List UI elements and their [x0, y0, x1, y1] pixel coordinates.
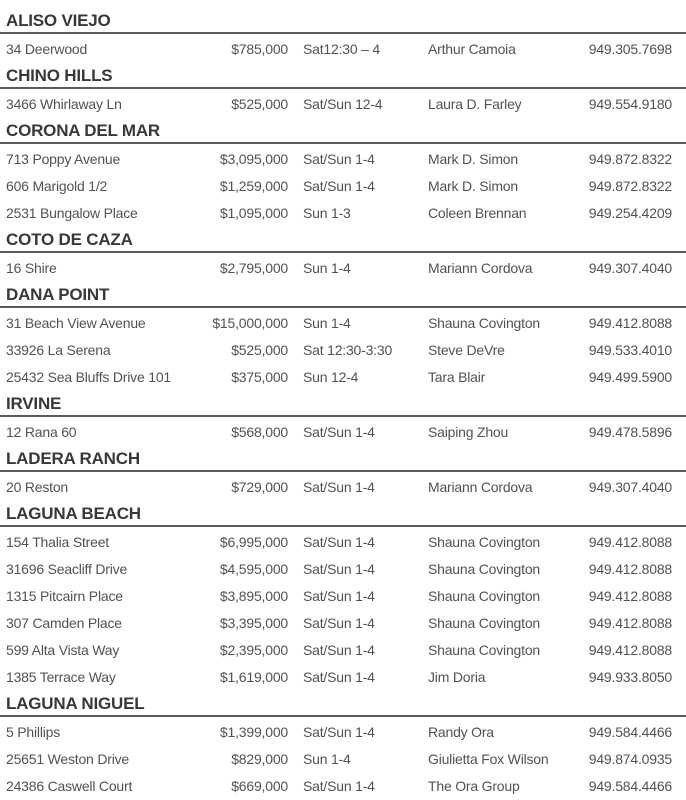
city-section	[0, 695, 686, 799]
open-time-cell: Sat/Sun 1-4	[303, 723, 375, 740]
listing-row	[0, 663, 686, 690]
price-cell: $568,000	[231, 423, 288, 440]
listing-row	[0, 199, 686, 226]
open-time-cell: Sat/Sun 1-4	[303, 478, 375, 495]
agent-cell: Shauna Covington	[428, 533, 540, 550]
phone-cell: 949.499.5900	[588, 368, 672, 385]
price-cell: $2,395,000	[219, 641, 288, 658]
city-header: COTO DE CAZA	[0, 231, 686, 253]
city-section	[0, 450, 686, 500]
phone-cell: 949.872.8322	[588, 150, 672, 167]
price-cell: $1,095,000	[219, 204, 288, 221]
open-time-cell: Sat/Sun 1-4	[303, 150, 375, 167]
agent-cell: Mariann Cordova	[428, 259, 533, 276]
city-header: CHINO HILLS	[0, 67, 686, 89]
agent-cell: Mark D. Simon	[428, 150, 518, 167]
agent-cell: Jim Doria	[428, 668, 486, 685]
open-time-cell: Sun 1-3	[303, 204, 351, 221]
price-cell: $4,595,000	[219, 560, 288, 577]
listing-row	[0, 90, 686, 117]
city-header: DANA POINT	[0, 286, 686, 308]
city-header: CORONA DEL MAR	[0, 122, 686, 144]
phone-cell: 949.307.4040	[588, 478, 672, 495]
section-rows	[0, 417, 686, 445]
open-time-cell: Sat/Sun 1-4	[303, 668, 375, 685]
agent-cell: Mariann Cordova	[428, 478, 533, 495]
price-cell: $3,095,000	[219, 150, 288, 167]
listing-row	[0, 772, 686, 799]
phone-cell: 949.584.4466	[588, 777, 672, 794]
listing-row	[0, 582, 686, 609]
phone-cell: 949.412.8088	[588, 641, 672, 658]
price-cell: $1,619,000	[219, 668, 288, 685]
phone-cell: 949.412.8088	[588, 560, 672, 577]
address-cell: 154 Thalia Street	[6, 533, 109, 550]
section-rows	[0, 89, 686, 117]
agent-cell: Randy Ora	[428, 723, 494, 740]
section-rows	[0, 34, 686, 62]
open-time-cell: Sat/Sun 1-4	[303, 777, 375, 794]
price-cell: $3,895,000	[219, 587, 288, 604]
open-time-cell: Sun 12-4	[303, 368, 359, 385]
listing-row	[0, 528, 686, 555]
section-rows	[0, 308, 686, 390]
address-cell: 16 Shire	[6, 259, 57, 276]
listing-row	[0, 418, 686, 445]
agent-cell: Arthur Camoia	[428, 40, 516, 57]
address-cell: 3466 Whirlaway Ln	[6, 95, 122, 112]
address-cell: 20 Reston	[6, 478, 69, 495]
city-section	[0, 12, 686, 62]
agent-cell: Shauna Covington	[428, 560, 540, 577]
phone-cell: 949.412.8088	[588, 587, 672, 604]
agent-cell: Mark D. Simon	[428, 177, 518, 194]
city-section	[0, 231, 686, 281]
phone-cell: 949.412.8088	[588, 314, 672, 331]
listing-row	[0, 555, 686, 582]
listing-row	[0, 745, 686, 772]
address-cell: 5 Phillips	[6, 723, 61, 740]
phone-cell: 949.874.0935	[588, 750, 672, 767]
open-time-cell: Sat/Sun 1-4	[303, 533, 375, 550]
address-cell: 1385 Terrace Way	[6, 668, 116, 685]
phone-cell: 949.412.8088	[588, 533, 672, 550]
open-time-cell: Sat/Sun 1-4	[303, 560, 375, 577]
open-time-cell: Sun 1-4	[303, 314, 351, 331]
price-cell: $15,000,000	[212, 314, 288, 331]
city-header: LAGUNA BEACH	[0, 505, 686, 527]
price-cell: $525,000	[231, 95, 288, 112]
phone-cell: 949.254.4209	[588, 204, 672, 221]
address-cell: 307 Camden Place	[6, 614, 122, 631]
price-cell: $669,000	[231, 777, 288, 794]
phone-cell: 949.584.4466	[588, 723, 672, 740]
section-rows	[0, 527, 686, 690]
phone-cell: 949.554.9180	[588, 95, 672, 112]
section-rows	[0, 472, 686, 500]
city-header: IRVINE	[0, 395, 686, 417]
open-time-cell: Sat/Sun 1-4	[303, 177, 375, 194]
city-section	[0, 286, 686, 390]
listing-row	[0, 473, 686, 500]
city-section	[0, 395, 686, 445]
open-time-cell: Sat/Sun 12-4	[303, 95, 383, 112]
city-section	[0, 505, 686, 690]
listing-row	[0, 309, 686, 336]
city-header: LADERA RANCH	[0, 450, 686, 472]
address-cell: 31696 Seacliff Drive	[6, 560, 128, 577]
price-cell: $6,995,000	[219, 533, 288, 550]
address-cell: 31 Beach View Avenue	[6, 314, 146, 331]
open-time-cell: Sat/Sun 1-4	[303, 614, 375, 631]
price-cell: $525,000	[231, 341, 288, 358]
price-cell: $829,000	[231, 750, 288, 767]
phone-cell: 949.412.8088	[588, 614, 672, 631]
price-cell: $3,395,000	[219, 614, 288, 631]
agent-cell: Coleen Brennan	[428, 204, 527, 221]
open-time-cell: Sun 1-4	[303, 750, 351, 767]
agent-cell: Shauna Covington	[428, 614, 540, 631]
open-time-cell: Sun 1-4	[303, 259, 351, 276]
listing-row	[0, 145, 686, 172]
section-rows	[0, 717, 686, 799]
price-cell: $729,000	[231, 478, 288, 495]
open-time-cell: Sat/Sun 1-4	[303, 587, 375, 604]
address-cell: 24386 Caswell Court	[6, 777, 133, 794]
listing-row	[0, 363, 686, 390]
address-cell: 25651 Weston Drive	[6, 750, 129, 767]
address-cell: 12 Rana 60	[6, 423, 77, 440]
agent-cell: Giulietta Fox Wilson	[428, 750, 549, 767]
address-cell: 34 Deerwood	[6, 40, 88, 57]
listing-row	[0, 336, 686, 363]
address-cell: 599 Alta Vista Way	[6, 641, 120, 658]
listing-row	[0, 35, 686, 62]
address-cell: 25432 Sea Bluffs Drive 101	[6, 368, 171, 385]
price-cell: $375,000	[231, 368, 288, 385]
city-section	[0, 122, 686, 226]
open-time-cell: Sat/Sun 1-4	[303, 423, 375, 440]
agent-cell: Shauna Covington	[428, 641, 540, 658]
city-header: LAGUNA NIGUEL	[0, 695, 686, 717]
address-cell: 2531 Bungalow Place	[6, 204, 138, 221]
phone-cell: 949.478.5896	[588, 423, 672, 440]
listing-row	[0, 718, 686, 745]
city-header: ALISO VIEJO	[0, 12, 686, 34]
address-cell: 713 Poppy Avenue	[6, 150, 121, 167]
city-section	[0, 67, 686, 117]
price-cell: $1,259,000	[219, 177, 288, 194]
price-cell: $1,399,000	[219, 723, 288, 740]
address-cell: 1315 Pitcairn Place	[6, 587, 123, 604]
phone-cell: 949.933.8050	[588, 668, 672, 685]
agent-cell: The Ora Group	[428, 777, 520, 794]
agent-cell: Tara Blair	[428, 368, 486, 385]
section-rows	[0, 253, 686, 281]
listing-row	[0, 172, 686, 199]
phone-cell: 949.872.8322	[588, 177, 672, 194]
phone-cell: 949.307.4040	[588, 259, 672, 276]
agent-cell: Shauna Covington	[428, 587, 540, 604]
phone-cell: 949.305.7698	[588, 40, 672, 57]
listing-row	[0, 254, 686, 281]
open-time-cell: Sat 12:30-3:30	[303, 341, 393, 358]
agent-cell: Steve DeVre	[428, 341, 505, 358]
listing-row	[0, 609, 686, 636]
phone-cell: 949.533.4010	[588, 341, 672, 358]
section-rows	[0, 144, 686, 226]
agent-cell: Shauna Covington	[428, 314, 540, 331]
listing-row	[0, 636, 686, 663]
address-cell: 33926 La Serena	[6, 341, 111, 358]
price-cell: $2,795,000	[219, 259, 288, 276]
open-time-cell: Sat/Sun 1-4	[303, 641, 375, 658]
address-cell: 606 Marigold 1/2	[6, 177, 108, 194]
open-time-cell: Sat12:30 – 4	[303, 40, 380, 57]
price-cell: $785,000	[231, 40, 288, 57]
agent-cell: Laura D. Farley	[428, 95, 522, 112]
agent-cell: Saiping Zhou	[428, 423, 509, 440]
